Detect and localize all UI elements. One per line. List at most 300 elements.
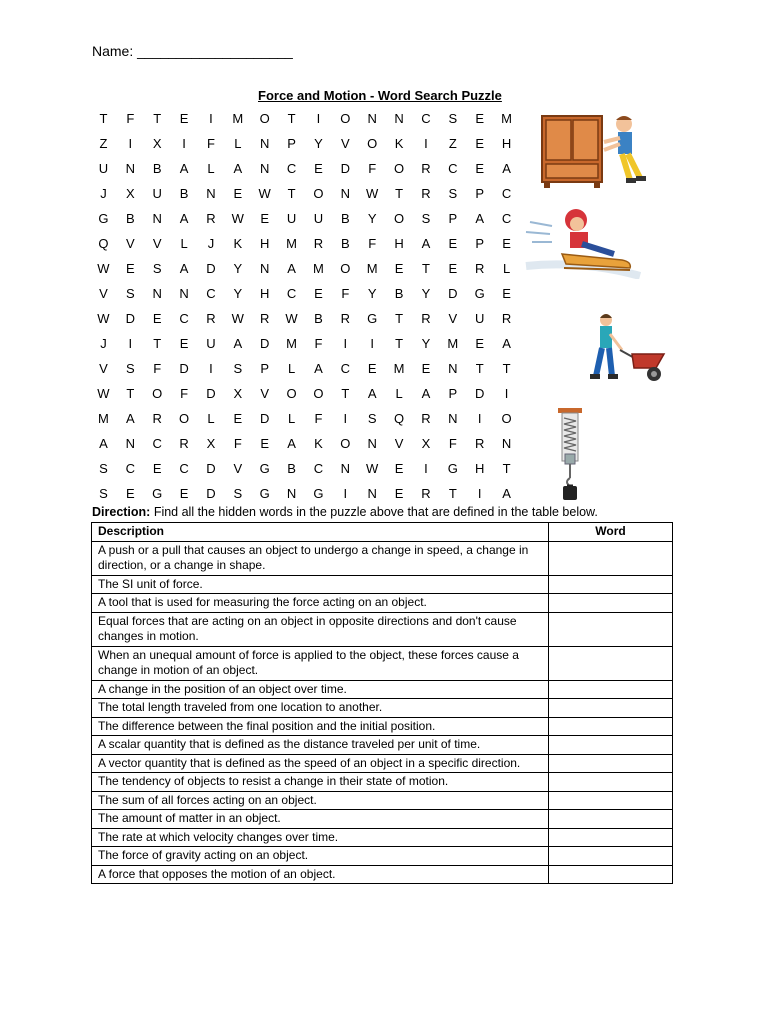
word-answer-cell[interactable] [549,541,673,575]
description-cell: A force that opposes the motion of an object. [92,865,549,884]
grid-letter[interactable]: A [475,211,485,226]
grid-letter[interactable]: C [340,361,350,376]
grid-letter[interactable]: E [125,261,135,276]
grid-row [90,406,520,431]
grid-letter[interactable]: Z [448,136,457,151]
grid-letter[interactable]: X [421,436,431,451]
grid-letter[interactable]: M [393,361,405,376]
grid-letter[interactable]: I [504,386,509,401]
grid-letter[interactable]: L [287,411,296,426]
grid-letter[interactable]: P [448,211,458,226]
grid-letter[interactable]: E [314,161,323,176]
grid-letter[interactable]: R [152,411,162,426]
grid-letter[interactable]: M [286,336,297,351]
grid-letter[interactable]: S [125,361,135,376]
grid-letter[interactable]: I [209,111,213,126]
grid-letter[interactable]: E [179,486,189,501]
grid-letter[interactable]: R [421,411,431,426]
grid-letter[interactable]: N [340,186,350,201]
grid-row [90,181,520,206]
grid-letter[interactable]: A [179,161,189,176]
grid-letter[interactable]: C [313,461,324,476]
grid-letter[interactable]: U [152,186,162,201]
grid-letter[interactable]: E [394,461,404,476]
grid-letter[interactable]: T [502,461,511,476]
table-row [92,541,673,575]
word-answer-cell[interactable] [549,754,673,773]
grid-letter[interactable]: X [233,386,243,401]
grid-letter[interactable]: A [233,161,243,176]
grid-letter[interactable]: X [206,436,216,451]
grid-letter[interactable]: T [99,111,108,126]
grid-letter[interactable]: R [501,311,512,326]
grid-letter[interactable]: O [367,136,378,151]
grid-letter[interactable]: O [179,411,190,426]
grid-letter[interactable]: J [100,336,107,351]
grid-letter[interactable]: C [421,111,431,126]
grid-letter[interactable]: M [286,236,297,251]
grid-letter[interactable]: T [341,386,350,401]
illustrations [522,106,652,506]
grid-letter[interactable]: X [125,186,135,201]
grid-letter[interactable]: Y [421,336,431,351]
grid-letter[interactable]: G [259,461,270,476]
grid-letter[interactable]: I [477,411,482,426]
grid-letter[interactable]: O [313,186,324,201]
grid-letter[interactable]: T [126,386,135,401]
grid-letter[interactable]: G [474,286,485,301]
grid-letter[interactable]: T [287,186,296,201]
grid-letter[interactable]: I [316,111,321,126]
grid-letter[interactable]: N [367,486,377,501]
grid-letter[interactable]: E [475,161,485,176]
grid-letter[interactable]: L [207,411,215,426]
grid-letter[interactable]: T [395,186,404,201]
person-pushing-wheelbarrow-icon [582,310,672,390]
grid-letter[interactable]: W [285,311,298,326]
word-answer-cell[interactable] [549,575,673,594]
grid-letter[interactable]: N [394,111,404,126]
word-answer-cell[interactable] [549,680,673,699]
grid-letter[interactable]: N [448,361,458,376]
grid-letter[interactable]: N [206,186,216,201]
grid-letter[interactable]: C [179,461,189,476]
grid-letter[interactable]: I [370,336,374,351]
grid-letter[interactable]: K [314,436,323,451]
grid-letter[interactable]: F [368,236,377,251]
grid-letter[interactable]: B [179,186,189,201]
grid-letter[interactable]: D [206,386,216,401]
grid-letter[interactable]: N [125,161,135,176]
grid-letter[interactable]: U [474,311,485,326]
grid-letter[interactable]: T [448,486,457,501]
grid-letter[interactable]: N [501,436,512,451]
grid-letter[interactable]: R [421,161,431,176]
grid-letter[interactable]: S [448,111,458,126]
grid-letter[interactable]: E [475,111,485,126]
grid-letter[interactable]: I [477,486,482,501]
description-cell: The difference between the final position and the initial position. [92,717,549,736]
grid-letter[interactable]: F [314,336,323,351]
grid-letter[interactable]: U [206,336,216,351]
grid-letter[interactable]: S [421,211,431,226]
table-row [92,575,673,594]
grid-letter[interactable]: F [153,361,162,376]
word-answer-cell[interactable] [549,736,673,755]
grid-letter[interactable]: O [501,411,512,426]
grid-letter[interactable]: R [421,311,431,326]
grid-letter[interactable]: G [259,486,270,501]
grid-letter[interactable]: D [206,486,216,501]
grid-letter[interactable]: T [395,336,404,351]
direction-text [92,505,598,519]
grid-letter[interactable]: E [125,486,135,501]
grid-letter[interactable]: D [340,161,350,176]
grid-letter[interactable]: V [152,236,162,251]
grid-letter[interactable]: V [260,386,270,401]
grid-letter[interactable]: R [206,311,216,326]
word-answer-cell[interactable] [549,612,673,646]
grid-letter[interactable]: N [367,436,377,451]
grid-letter[interactable]: E [260,211,270,226]
grid-letter[interactable]: A [287,436,296,451]
grid-letter[interactable]: M [447,336,459,351]
grid-letter[interactable]: V [448,311,458,326]
grid-letter[interactable]: N [125,436,135,451]
grid-letter[interactable]: G [313,486,324,501]
grid-letter[interactable]: F [233,436,242,451]
grid-letter[interactable]: A [502,161,511,176]
description-cell: The total length traveled from one location to another. [92,699,549,718]
grid-letter[interactable]: E [421,361,431,376]
grid-letter[interactable]: O [313,386,324,401]
table-row [92,865,673,884]
grid-letter[interactable]: A [179,211,189,226]
grid-letter[interactable]: W [231,311,244,326]
grid-letter[interactable]: E [502,286,511,301]
description-cell: The SI unit of force. [92,575,549,594]
grid-letter[interactable]: L [180,236,188,251]
grid-letter[interactable]: N [259,261,270,276]
grid-letter[interactable]: W [366,186,379,201]
table-row [92,699,673,718]
word-answer-cell[interactable] [549,594,673,613]
grid-letter[interactable]: M [232,111,244,126]
grid-letter[interactable]: F [206,136,215,151]
grid-letter[interactable]: T [502,361,511,376]
grid-letter[interactable]: G [98,211,109,226]
grid-letter[interactable]: V [394,436,404,451]
grid-letter[interactable]: A [179,261,189,276]
grid-letter[interactable]: O [259,111,270,126]
grid-letter[interactable]: E [394,486,404,501]
grid-letter[interactable]: O [340,261,351,276]
grid-letter[interactable]: A [502,336,511,351]
grid-letter[interactable]: D [448,286,458,301]
grid-letter[interactable]: F [126,111,135,126]
word-answer-cell[interactable] [549,791,673,810]
grid-letter[interactable]: E [367,361,377,376]
grid-letter[interactable]: N [152,286,162,301]
grid-letter[interactable]: N [179,286,189,301]
grid-letter[interactable]: A [99,436,108,451]
grid-letter[interactable]: N [367,111,377,126]
grid-letter[interactable]: P [475,186,485,201]
grid-letter[interactable]: A [233,336,243,351]
grid-letter[interactable]: W [366,461,379,476]
grid-row [90,356,520,381]
grid-letter[interactable]: V [125,236,135,251]
grid-letter[interactable]: L [287,361,296,376]
grid-letter[interactable]: A [421,236,431,251]
grid-letter[interactable]: D [206,261,216,276]
grid-letter[interactable]: P [448,386,458,401]
grid-letter[interactable]: V [340,136,350,151]
grid-letter[interactable]: A [367,386,377,401]
grid-letter[interactable]: N [152,211,162,226]
grid-letter[interactable]: O [286,386,297,401]
word-answer-cell[interactable] [549,773,673,792]
grid-letter[interactable]: B [340,211,350,226]
grid-letter[interactable]: M [98,411,109,426]
grid-letter[interactable]: O [340,436,351,451]
grid-letter[interactable]: G [447,461,458,476]
grid-letter[interactable]: N [340,461,350,476]
grid-letter[interactable]: R [474,261,485,276]
grid-letter[interactable]: G [152,486,163,501]
grid-letter[interactable]: I [424,136,428,151]
grid-letter[interactable]: E [502,236,511,251]
grid-letter[interactable]: Y [314,136,323,151]
grid-letter[interactable]: N [448,411,458,426]
grid-letter[interactable]: D [474,386,485,401]
grid-letter[interactable]: E [179,111,189,126]
grid-row [90,256,520,281]
grid-letter[interactable]: Z [99,136,108,151]
grid-letter[interactable]: G [367,311,378,326]
grid-letter[interactable]: W [97,386,110,401]
grid-letter[interactable]: C [501,211,512,226]
grid-letter[interactable]: V [233,461,243,476]
grid-letter[interactable]: I [343,336,348,351]
grid-letter[interactable]: E [475,136,485,151]
grid-letter[interactable]: H [394,236,404,251]
grid-letter[interactable]: F [314,411,323,426]
grid-letter[interactable]: C [448,161,458,176]
grid-letter[interactable]: I [128,336,133,351]
grid-letter[interactable]: W [97,261,110,276]
grid-letter[interactable]: T [395,311,404,326]
grid-letter[interactable]: E [314,286,323,301]
grid-letter[interactable]: A [314,361,323,376]
grid-letter[interactable]: E [179,336,189,351]
grid-letter[interactable]: J [207,236,215,251]
grid-letter[interactable]: C [206,286,216,301]
grid-letter[interactable]: O [394,161,405,176]
description-cell: A scalar quantity that is defined as the distance traveled per unit of time. [92,736,549,755]
grid-letter[interactable]: S [233,361,243,376]
grid-letter[interactable]: M [366,261,378,276]
grid-letter[interactable]: N [259,161,270,176]
grid-letter[interactable]: M [313,261,324,276]
grid-letter[interactable]: E [260,436,270,451]
grid-letter[interactable]: D [259,411,270,426]
grid-letter[interactable]: H [501,136,512,151]
grid-letter[interactable]: T [153,111,162,126]
grid-letter[interactable]: S [448,186,458,201]
grid-letter[interactable]: T [421,261,430,276]
grid-letter[interactable]: I [209,361,213,376]
description-cell: Equal forces that are acting on an object in opposite directions and don't cause changes in motion. [92,612,549,646]
grid-letter[interactable]: S [125,286,135,301]
grid-letter[interactable]: O [394,211,405,226]
word-header: Word [549,523,673,542]
grid-letter[interactable]: H [259,286,270,301]
description-cell: When an unequal amount of force is applied to the object, these forces cause a change in motion of an object. [92,646,549,680]
grid-row [90,156,520,181]
grid-letter[interactable]: B [314,311,323,326]
grid-letter[interactable]: D [179,361,189,376]
grid-letter[interactable]: A [125,411,135,426]
grid-letter[interactable]: A [287,261,296,276]
grid-letter[interactable]: R [179,436,189,451]
grid-letter[interactable]: B [394,286,404,301]
grid-letter[interactable]: D [259,336,270,351]
grid-letter[interactable]: D [206,461,216,476]
grid-letter[interactable]: C [179,311,189,326]
grid-letter[interactable]: E [448,236,458,251]
grid-letter[interactable]: F [341,286,350,301]
grid-letter[interactable]: R [259,311,270,326]
grid-letter[interactable]: L [395,386,403,401]
grid-letter[interactable]: S [367,411,377,426]
grid-letter[interactable]: S [233,486,243,501]
grid-letter[interactable]: R [474,436,485,451]
grid-letter[interactable]: T [287,111,296,126]
word-answer-cell[interactable] [549,810,673,829]
grid-letter[interactable]: C [125,461,135,476]
word-answer-cell[interactable] [549,717,673,736]
grid-letter[interactable]: L [234,136,242,151]
spring-scale-icon [550,406,590,506]
grid-letter[interactable]: D [125,311,135,326]
grid-letter[interactable]: A [502,486,511,501]
grid-letter[interactable]: E [233,186,243,201]
grid-letter[interactable]: C [286,286,297,301]
grid-letter[interactable]: F [448,436,457,451]
grid-letter[interactable]: R [421,486,431,501]
grid-letter[interactable]: L [502,261,511,276]
grid-letter[interactable]: R [206,211,216,226]
grid-letter[interactable]: E [475,336,485,351]
grid-letter[interactable]: Y [233,286,243,301]
grid-letter[interactable]: E [152,311,162,326]
grid-letter[interactable]: Y [367,286,377,301]
grid-letter[interactable]: I [343,411,348,426]
word-answer-cell[interactable] [549,847,673,866]
word-answer-cell[interactable] [549,828,673,847]
description-cell: A push or a pull that causes an object to undergo a change in speed, a change in direction, or a change in shape. [92,541,549,575]
grid-letter[interactable]: E [394,261,404,276]
grid-letter[interactable]: K [394,136,404,151]
grid-letter[interactable]: V [99,361,108,376]
grid-letter[interactable]: B [287,461,296,476]
grid-letter[interactable]: E [233,411,243,426]
grid-letter[interactable]: I [182,136,186,151]
grid-letter[interactable]: N [286,486,297,501]
grid-letter[interactable]: S [152,261,162,276]
grid-letter[interactable]: F [180,386,189,401]
grid-letter[interactable]: S [99,486,108,501]
grid-letter[interactable]: N [259,136,270,151]
grid-letter[interactable]: T [153,336,162,351]
grid-letter[interactable]: Q [98,236,109,251]
grid-letter[interactable]: P [475,236,485,251]
word-answer-cell[interactable] [549,699,673,718]
grid-letter[interactable]: C [286,161,297,176]
grid-letter[interactable]: S [99,461,108,476]
grid-letter[interactable]: R [421,186,431,201]
table-header-row [92,523,673,542]
grid-letter[interactable]: I [128,136,133,151]
grid-letter[interactable]: L [207,161,215,176]
grid-letter[interactable]: C [501,186,512,201]
grid-letter[interactable]: I [343,486,348,501]
word-answer-cell[interactable] [549,865,673,884]
grid-letter[interactable]: B [340,236,350,251]
grid-letter[interactable]: J [100,186,107,201]
name-field[interactable]: Name: ____________________ [92,43,293,59]
grid-letter[interactable]: W [231,211,244,226]
grid-letter[interactable]: C [152,436,162,451]
grid-letter[interactable]: Y [233,261,243,276]
grid-letter[interactable]: R [313,236,324,251]
grid-letter[interactable]: B [125,211,135,226]
grid-letter[interactable]: B [152,161,162,176]
grid-letter[interactable]: T [475,361,484,376]
grid-letter[interactable]: W [258,186,271,201]
grid-letter[interactable]: V [99,286,108,301]
grid-letter[interactable]: R [340,311,350,326]
table-row [92,680,673,699]
grid-letter[interactable]: Y [367,211,377,226]
grid-letter[interactable]: W [97,311,110,326]
table-row [92,773,673,792]
grid-row [90,206,520,231]
grid-letter[interactable]: K [233,236,243,251]
grid-letter[interactable]: M [501,111,512,126]
grid-letter[interactable]: Q [394,411,405,426]
grid-letter[interactable]: H [474,461,485,476]
grid-letter[interactable]: H [259,236,270,251]
grid-letter[interactable]: O [152,386,163,401]
grid-letter[interactable]: Y [421,286,431,301]
grid-letter[interactable]: A [421,386,431,401]
grid-letter[interactable]: F [368,161,377,176]
grid-letter[interactable]: P [287,136,296,151]
grid-letter[interactable]: I [424,461,428,476]
grid-letter[interactable]: U [98,161,109,176]
grid-letter[interactable]: O [340,111,351,126]
word-answer-cell[interactable] [549,646,673,680]
grid-letter[interactable]: E [152,461,162,476]
grid-letter[interactable]: E [448,261,458,276]
grid-letter[interactable]: U [313,211,324,226]
grid-letter[interactable]: X [152,136,162,151]
grid-letter[interactable]: U [286,211,297,226]
table-row [92,646,673,680]
grid-letter[interactable]: P [260,361,270,376]
